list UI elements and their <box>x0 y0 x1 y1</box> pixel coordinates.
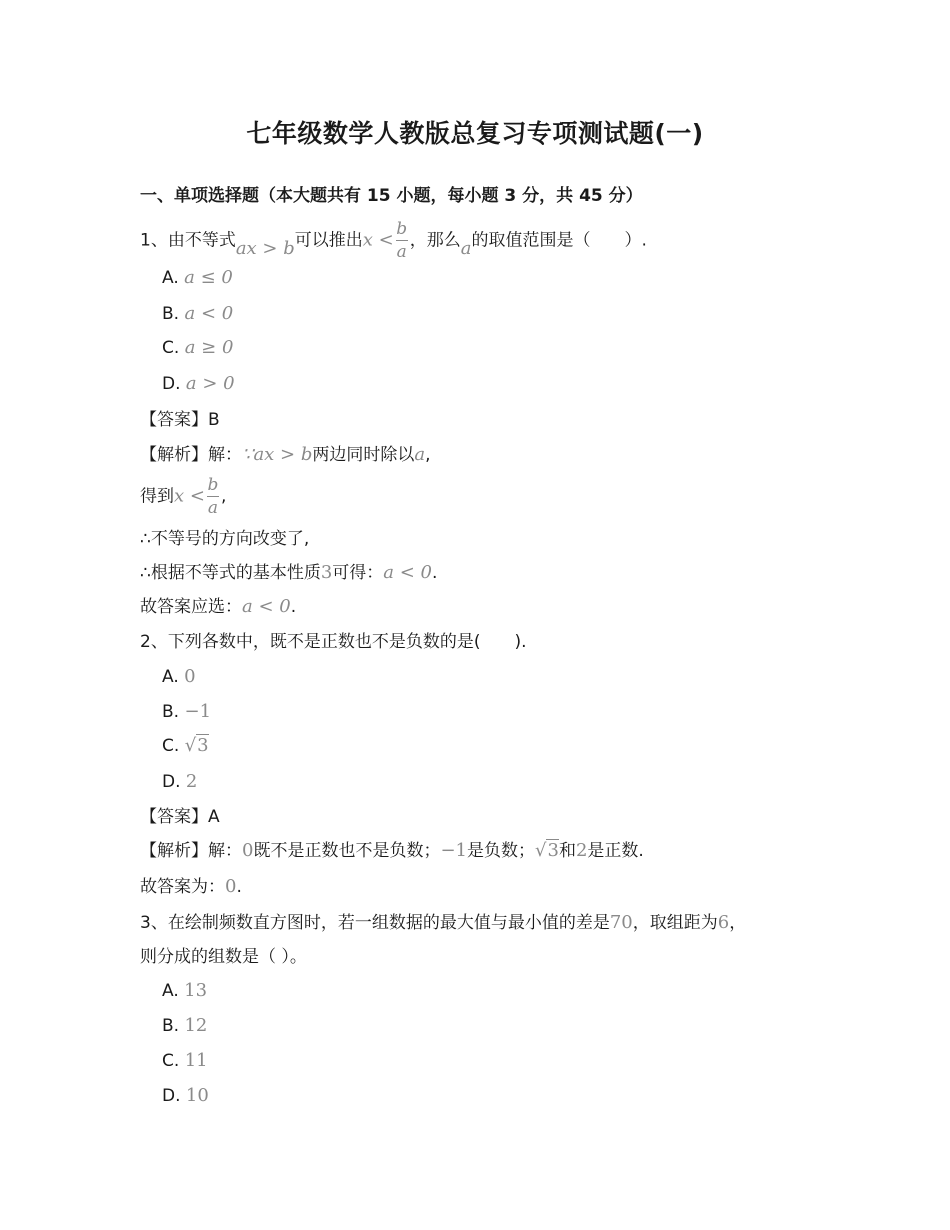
analysis-text1: 既不是正数也不是负数； <box>253 841 441 861</box>
q3-option-d <box>162 1085 209 1107</box>
analysis-text2: 是负数； <box>467 841 535 861</box>
line4-num: 3 <box>320 562 333 583</box>
line5-end: . <box>290 597 297 617</box>
q1-option-b <box>162 303 233 325</box>
get-x-math: x < <box>174 485 205 507</box>
line4-prefix: ∴根据不等式的基本性质 <box>140 563 321 583</box>
analysis-text4: 是正数. <box>587 841 644 861</box>
line4-end: . <box>432 563 438 583</box>
analysis-mid: 两边同时除以 <box>312 445 415 465</box>
q2-option-b <box>162 701 211 723</box>
option-math: a > 0 <box>185 373 235 394</box>
q1-a-math: a <box>460 237 472 259</box>
q1-option-c <box>162 337 233 359</box>
q1-fraction <box>396 220 408 261</box>
q1-line4 <box>140 562 437 584</box>
neg-one-math: −1 <box>440 840 467 861</box>
analysis-math: ∵ax > b <box>242 444 313 465</box>
fraction-bar <box>207 496 219 497</box>
option-math: 11 <box>184 1050 208 1071</box>
final-math: 0 <box>225 876 237 897</box>
line5-math: a < 0 <box>242 596 291 617</box>
option-math: 10 <box>185 1085 209 1106</box>
option-math: 12 <box>184 1015 208 1036</box>
q2-option-c <box>162 735 209 757</box>
get-end: , <box>220 486 227 507</box>
get-frac-den: a <box>207 498 219 518</box>
q1-condition-math: ax > b <box>235 237 295 259</box>
option-label: B. <box>162 1016 180 1036</box>
sqrt-radicand: 3 <box>547 840 559 861</box>
q1-line5 <box>140 596 296 618</box>
q1-option-d <box>162 373 235 395</box>
final-prefix: 故答案为： <box>140 877 225 897</box>
question-3-line2: 则分成的组数是（ ）。 <box>140 947 307 967</box>
option-label: B. <box>162 304 180 324</box>
q2-analysis <box>140 840 644 862</box>
option-math: a ≥ 0 <box>184 337 234 358</box>
two-math: 2 <box>575 840 588 861</box>
question-2: 2、下列各数中，既不是正数也不是负数的是( ). <box>140 632 527 652</box>
final-end: . <box>236 877 242 897</box>
option-label: C. <box>162 1051 180 1071</box>
question-1 <box>140 220 647 261</box>
option-math: a ≤ 0 <box>184 267 233 288</box>
q1-line3: ∴不等号的方向改变了, <box>140 529 310 549</box>
option-math: a < 0 <box>184 303 234 324</box>
section-heading: 一、单项选择题（本大题共有 15 小题，每小题 3 分，共 45 分） <box>140 186 643 206</box>
analysis-prefix: 【解析】解： <box>140 445 242 465</box>
option-label: B. <box>162 702 180 722</box>
sqrt-math: √3 <box>184 735 209 756</box>
q3-num-6: 6 <box>717 912 730 933</box>
option-label: D. <box>162 1086 181 1106</box>
q2-option-d <box>162 771 197 793</box>
q1-option-a <box>162 267 233 289</box>
q2-answer: 【答案】A <box>140 807 220 827</box>
q1-get <box>140 476 226 517</box>
option-label: C. <box>162 338 180 358</box>
sqrt-math: √3 <box>535 840 559 861</box>
line4-math: a < 0 <box>383 562 432 583</box>
option-label: D. <box>162 374 181 394</box>
option-label: A. <box>162 981 179 1001</box>
get-prefix: 得到 <box>140 486 174 507</box>
q1-prefix: 1、由不等式 <box>140 230 236 251</box>
get-frac-num: b <box>207 475 219 495</box>
q1-x-math: x < <box>362 229 394 251</box>
q3-prefix: 3、在绘制频数直方图时，若一组数据的最大值与最小值的差是 <box>140 913 610 933</box>
option-math: 2 <box>185 771 198 792</box>
q3-mid: ，取组距为 <box>632 913 718 933</box>
q1-analysis <box>140 444 431 466</box>
q3-option-c <box>162 1050 208 1072</box>
q3-option-b <box>162 1015 207 1037</box>
line5-prefix: 故答案应选： <box>140 597 242 617</box>
option-math: 0 <box>184 666 196 687</box>
q1-frac-num: b <box>396 219 408 239</box>
zero-math: 0 <box>242 840 254 861</box>
question-3-line1 <box>140 912 746 934</box>
q2-option-a <box>162 666 196 688</box>
q1-answer: 【答案】B <box>140 410 220 430</box>
analysis-prefix: 【解析】解： <box>140 841 242 861</box>
q1-suffix: 的取值范围是（ ）. <box>471 230 647 251</box>
get-fraction <box>207 476 219 517</box>
q3-option-a <box>162 980 207 1002</box>
option-label: C. <box>162 736 180 756</box>
option-math: 13 <box>184 980 208 1001</box>
option-math: −1 <box>184 701 212 722</box>
analysis-end: , <box>425 445 431 465</box>
document-title: 七年级数学人教版总复习专项测试题(一) <box>246 119 704 148</box>
q3-end: ， <box>729 913 747 933</box>
q3-num-70: 70 <box>609 912 633 933</box>
option-label: A. <box>162 667 179 687</box>
analysis-text3: 和 <box>558 841 576 861</box>
option-label: A. <box>162 268 179 288</box>
fraction-bar <box>396 240 408 241</box>
q1-mid2: ，那么 <box>409 230 461 251</box>
analysis-a: a <box>414 444 426 465</box>
sqrt-radicand: 3 <box>197 735 209 756</box>
option-label: D. <box>162 772 181 792</box>
q1-frac-den: a <box>396 242 407 262</box>
q2-final <box>140 876 242 898</box>
line4-mid: 可得： <box>332 563 384 583</box>
q1-mid: 可以推出 <box>294 230 363 251</box>
